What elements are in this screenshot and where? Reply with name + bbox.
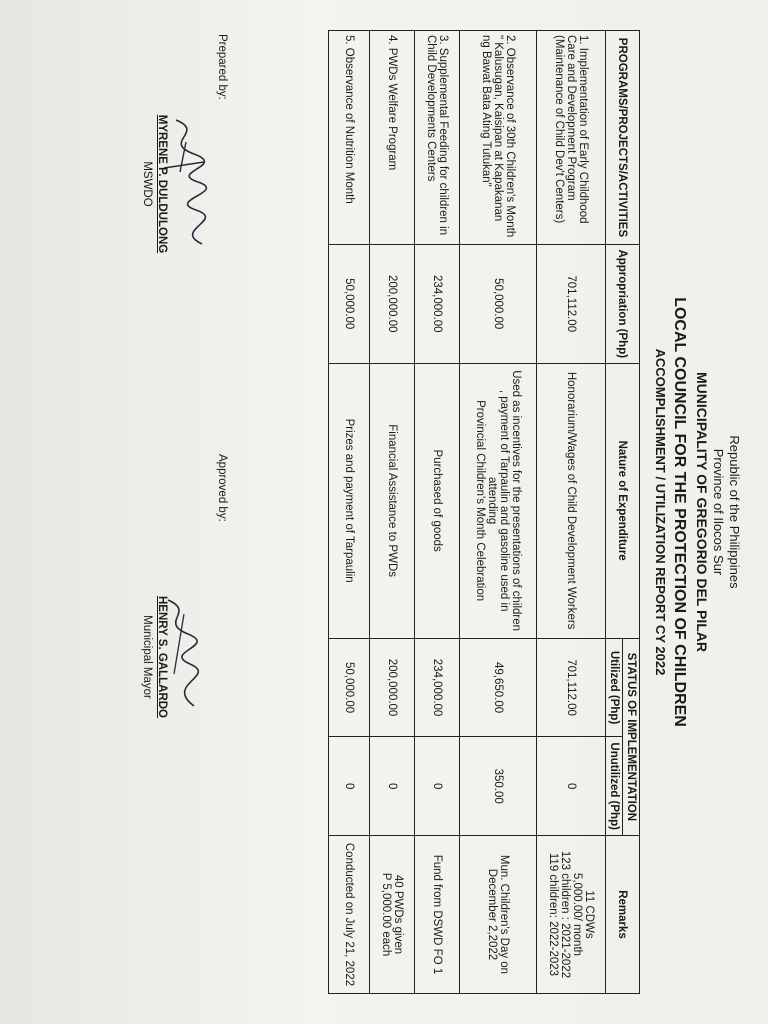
cell-program: 1. Implementation of Early Childhood Care and Development Program (Maintenance of Child Dev't Centers) (537, 31, 606, 245)
table-row (537, 31, 606, 994)
cell-unutilized: 0 (370, 737, 415, 836)
prepared-by-title: MSWDO (141, 161, 153, 207)
prepared-by-label: Prepared by: (216, 34, 228, 100)
cell-unutilized: 0 (415, 737, 460, 836)
cell-nature: Honorarium/Wages of Child Development Workers (537, 363, 606, 638)
cell-remarks: Fund from DSWD FO 1 (415, 835, 460, 993)
utilization-table (328, 30, 640, 994)
cell-remarks: 11 CDWs 5,000.00/ month 123 children : 2021-2022 119 children: 2022-2023 (537, 835, 606, 993)
table-row (329, 31, 370, 994)
cell-program: 2. Observance of 30th Children's Month " Kalusugan, Kaisipan at Kapakanan ng Bawat Bata Ating Tutukan" (460, 31, 537, 245)
col-header-utilized: Utilized (Php) (606, 638, 623, 737)
cell-utilized: 200,000.00 (370, 638, 415, 737)
cell-nature: Financial Assistance to PWDs (370, 363, 415, 638)
header-municipality: MUNICIPALITY OF GREGORIO DEL PILAR (694, 371, 710, 652)
col-header-programs: PROGRAMS/PROJECTS/ACTIVITIES (606, 31, 640, 245)
approved-by-title: Municipal Mayor (141, 615, 153, 699)
cell-unutilized: 350.00 (460, 737, 537, 836)
rotated-document-page (4, 12, 764, 1012)
table-row (415, 31, 460, 994)
cell-nature: Purchased of goods (415, 363, 460, 638)
prepared-by-name: MYRENE P. DULDULONG (156, 114, 168, 254)
approved-by-label: Approved by: (216, 454, 228, 522)
col-header-appropriation: Appropriation (Php) (606, 244, 640, 363)
cell-appropriation: 50,000.00 (460, 244, 537, 363)
header-republic: Republic of the Philippines (727, 435, 742, 589)
cell-appropriation: 234,000.00 (415, 244, 460, 363)
document-subtitle: ACCOMPLISHMENT / UTILIZATION REPORT CY 2022 (653, 348, 668, 676)
cell-nature: Prizes and payment of Tarpaulin (329, 363, 370, 638)
cell-unutilized: 0 (329, 737, 370, 836)
header-province: Province of Ilocos Sur (711, 448, 726, 576)
cell-program: 4. PWDs Welfare Program (370, 31, 415, 245)
cell-unutilized: 0 (537, 737, 606, 836)
cell-remarks: Conducted on July 21, 2022 (329, 835, 370, 993)
cell-utilized: 50,000.00 (329, 638, 370, 737)
cell-utilized: 49,650.00 (460, 638, 537, 737)
cell-utilized: 701,112.00 (537, 638, 606, 737)
cell-program: 3. Supplemental Feeding for children in Child Developments Centers (415, 31, 460, 245)
cell-appropriation: 50,000.00 (329, 244, 370, 363)
cell-remarks: Mun. Children's Day on December 2,2022 (460, 835, 537, 993)
cell-utilized: 234,000.00 (415, 638, 460, 737)
cell-appropriation: 701,112.00 (537, 244, 606, 363)
col-header-status: STATUS OF IMPLEMENTATION (623, 638, 640, 835)
approved-by-name: HENRY S. GALLARDO (156, 595, 168, 719)
document-title: LOCAL COUNCIL FOR THE PROTECTION OF CHILDREN (671, 297, 688, 727)
cell-nature: Used as incentives for the presentations of children , payment of Tarpaulin and gasoline used in attending Provincial Children's Month Celebration (460, 363, 537, 638)
cell-appropriation: 200,000.00 (370, 244, 415, 363)
col-header-nature: Nature of Expenditure (606, 363, 640, 638)
cell-program: 5. Observance of Nutrition Month (329, 31, 370, 245)
table-row (370, 31, 415, 994)
table-header-row (623, 31, 640, 994)
col-header-remarks: Remarks (606, 835, 640, 993)
table-row (460, 31, 537, 994)
col-header-unutilized: Unutilized (Php) (606, 737, 623, 836)
cell-remarks: 40 PWDs given P 5,000.00 each (370, 835, 415, 993)
